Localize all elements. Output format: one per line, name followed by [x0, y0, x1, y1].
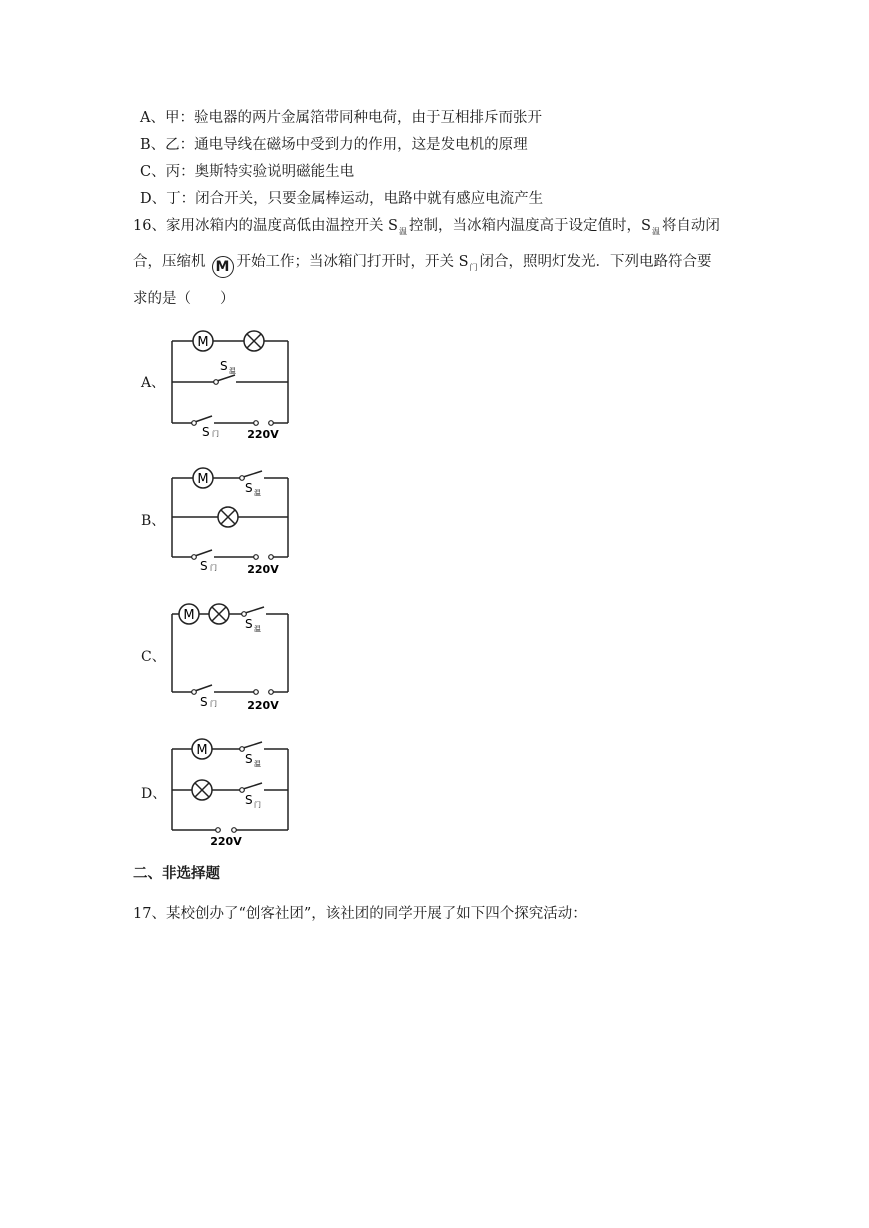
subscript: 温 [399, 227, 407, 236]
terminal-right [269, 555, 274, 560]
terminal-right [232, 828, 237, 833]
switch-door-sub: 门 [254, 801, 261, 809]
q16-text: 16、家用冰箱内的温度高低由温控开关 S [133, 218, 398, 234]
subscript: 门 [469, 263, 478, 272]
prev-option-d: D、丁：闭合开关，只要金属棒运动，电路中就有感应电流产生 [140, 191, 544, 207]
switch-temp-sub: 温 [229, 367, 236, 375]
motor-symbol-icon [192, 739, 212, 759]
terminal-left [254, 690, 259, 695]
circuit-diagram-b [160, 462, 300, 577]
switch-door-label: S [202, 425, 210, 439]
option-d-label: D、 [141, 786, 167, 802]
switch-contact [240, 788, 245, 793]
terminal-left [216, 828, 221, 833]
switch-temp-label: S [220, 359, 228, 373]
motor-label: M [196, 743, 208, 758]
q17-text: 17、某校创办了“创客社团”，该社团的同学开展了如下四个探究活动： [133, 906, 587, 922]
option-a-label: A、 [141, 375, 166, 391]
terminal-right [269, 421, 274, 426]
lamp-icon [209, 604, 229, 624]
q16-text: 开始工作；当冰箱门打开时，开关 S [236, 254, 469, 270]
subscript: 温 [651, 227, 660, 236]
voltage-label: 220V [210, 835, 242, 848]
switch-temp-label: S [245, 617, 253, 631]
switch-door-sub: 门 [210, 564, 217, 572]
voltage-label: 220V [247, 699, 279, 712]
switch-temp-label: S [245, 752, 253, 766]
q16-line-1 [133, 216, 720, 242]
motor-symbol-icon [193, 331, 213, 351]
q16-line-3: 求的是（ ） [133, 291, 235, 307]
q16-text: 控制，当冰箱内温度高于设定值时，S [409, 218, 651, 234]
motor-label: M [197, 472, 209, 487]
prev-option-b: B、乙：通电导线在磁场中受到力的作用，这是发电机的原理 [140, 137, 528, 153]
motor-symbol-icon [193, 468, 213, 488]
motor-label: M [197, 335, 209, 350]
terminal-right [269, 690, 274, 695]
voltage-label: 220V [247, 428, 279, 440]
q16-line-2 [133, 252, 712, 278]
section-heading: 二、非选择题 [133, 865, 220, 882]
switch-temp-sub: 温 [254, 489, 261, 497]
switch-door-label: S [245, 793, 253, 807]
option-c-label: C、 [141, 649, 166, 665]
lamp-icon [244, 331, 264, 351]
motor-symbol-icon [179, 604, 199, 624]
option-b-label: B、 [141, 513, 166, 529]
motor-label: M [183, 608, 195, 623]
switch-contact [242, 612, 247, 617]
switch-door-label: S [200, 695, 208, 709]
circuit-diagram-c [160, 598, 300, 713]
prev-option-a: A、甲：验电器的两片金属箔带同种电荷，由于互相排斥而张开 [140, 110, 542, 126]
voltage-label: 220V [247, 563, 279, 576]
q16-text: 合，压缩机 [133, 254, 206, 270]
switch-temp-sub: 温 [254, 760, 261, 768]
switch-contact [240, 476, 245, 481]
switch-contact [192, 555, 197, 560]
q16-text: 将自动闭 [661, 218, 720, 234]
switch-door-label: S [200, 559, 208, 573]
terminal-left [254, 421, 259, 426]
circuit-diagram-d [160, 733, 300, 851]
switch-contact [192, 690, 197, 695]
switch-temp-sub: 温 [254, 625, 261, 633]
switch-door-sub: 门 [210, 700, 217, 708]
q16-text: 闭合，照明灯发光．下列电路符合要 [479, 254, 712, 270]
switch-door-sub: 门 [212, 430, 219, 438]
switch-contact [240, 747, 245, 752]
switch-contact [192, 421, 197, 426]
lamp-icon [218, 507, 238, 527]
circuit-diagram-a [160, 325, 300, 440]
motor-symbol-icon: M [212, 256, 234, 278]
switch-contact [214, 380, 219, 385]
switch-temp-label: S [245, 481, 253, 495]
prev-option-c: C、丙：奥斯特实验说明磁能生电 [140, 164, 355, 180]
terminal-left [254, 555, 259, 560]
lamp-icon [192, 780, 212, 800]
